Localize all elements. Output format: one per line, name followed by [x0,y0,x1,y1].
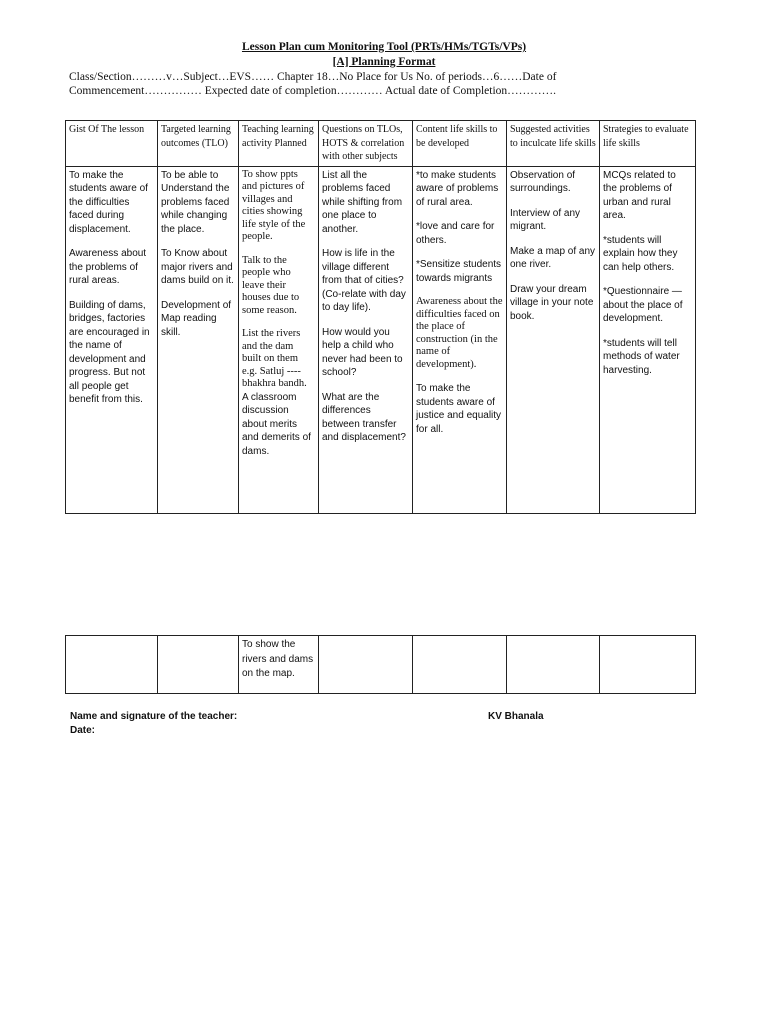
empty-cell [507,636,600,694]
empty-cell [158,636,239,694]
activity-text: Observation of surroundings. [510,169,576,194]
document-title: Lesson Plan cum Monitoring Tool (PRTs/HMs/TGTs/VPs) [241,41,527,53]
header-tlo: Targeted learning outcomes (TLO) [158,121,239,167]
table-row [66,166,696,513]
tlo-text: Development of Map reading skill. [161,299,232,338]
tla-text: List the rivers and the dam built on them e.g. Satluj ---- bhakhra bandh. [242,328,307,389]
document-subtitle: [A] Planning Format [332,56,436,68]
school-name: KV Bhanala [488,711,544,722]
dates-line: Commencement…………… Expected date of completion………… Actual date of Completion…………. [69,85,557,97]
gist-cell [66,166,158,513]
teacher-signature-label: Name and signature of the teacher: [70,711,238,722]
question-text: List all the problems faced while shifting from one place to another. [322,169,403,235]
gist-text: Awareness about the problems of rural areas. [69,248,147,286]
activity-text: Interview of any migrant. [510,207,581,232]
header-questions: Questions on TLOs, HOTS & correlation with other subjects [319,121,413,167]
activity-text: Make a map of any one river. [510,245,596,270]
tlo-text: To be able to Understand the problems faced while changing the place. [161,169,230,235]
tla-map-cell: To show the rivers and dams on the map. [239,636,319,694]
date-label: Date: [70,725,96,736]
header-tla: Teaching learning activity Planned [239,121,319,167]
life-skills-cell [413,166,507,513]
continuation-table [65,635,696,694]
header-activities: Suggested activities to inculcate life skills [507,121,600,167]
empty-cell [66,636,158,694]
activities-cell [507,166,600,513]
header-strategies: Strategies to evaluate life skills [600,121,696,167]
header-gist: Gist Of The lesson [66,121,158,167]
question-text: How would you help a child who never had been to school? [322,326,403,378]
class-subject-line: Class/Section………v…Subject…EVS…… Chapter 18…No Place for Us No. of periods…6……Date of [69,71,557,83]
tlo-cell [158,166,239,513]
table-row [66,636,696,694]
strategy-text: MCQs related to the problems of urban and rural area. [603,169,676,221]
tla-text: Talk to the people who leave their houses due to some reason. [242,254,300,316]
question-text: How is life in the village different from that of cities? (Co-relate with day to day life). [322,248,406,313]
header-life-skills: Content life skills to be developed [413,121,507,167]
life-skill-text: *Sensitize students towards migrants [416,259,502,284]
life-skill-text: To make the students aware of justice and equality for all. [416,383,502,435]
gist-text: To make the students aware of the difficulties faced during displacement. [69,169,148,235]
empty-cell [319,636,413,694]
question-text: What are the differences between transfer and displacement? [322,391,406,443]
strategy-text: *students will explain how they can help others. [603,234,678,273]
strategy-text: *Questionnaire —about the place of development. [603,286,683,324]
questions-cell [319,166,413,513]
tla-text: A classroom discussion about merits and demerits of dams. [242,391,311,457]
activity-text: Draw your dream village in your note book. [510,283,594,322]
life-skill-text: *to make students aware of problems of rural area. [416,169,499,208]
empty-cell [413,636,507,694]
life-skill-text: Awareness about the difficulties faced on the place of construction (in the name of development). [416,296,503,370]
strategy-text: *students will tell methods of water harvesting. [603,337,680,376]
gist-text: Building of dams, bridges, factories are encouraged in the name of development and progress. But not all people get benefit from this. [69,299,150,405]
strategies-cell [600,166,696,513]
life-skill-text: *love and care for others. [416,221,495,246]
tla-cell [239,166,319,513]
tlo-text: To Know about major rivers and dams build on it. [161,248,234,286]
planning-table [65,120,696,514]
tla-text: To show ppts and pictures of villages and cities showing life style of the people. [242,168,306,242]
empty-cell [600,636,696,694]
